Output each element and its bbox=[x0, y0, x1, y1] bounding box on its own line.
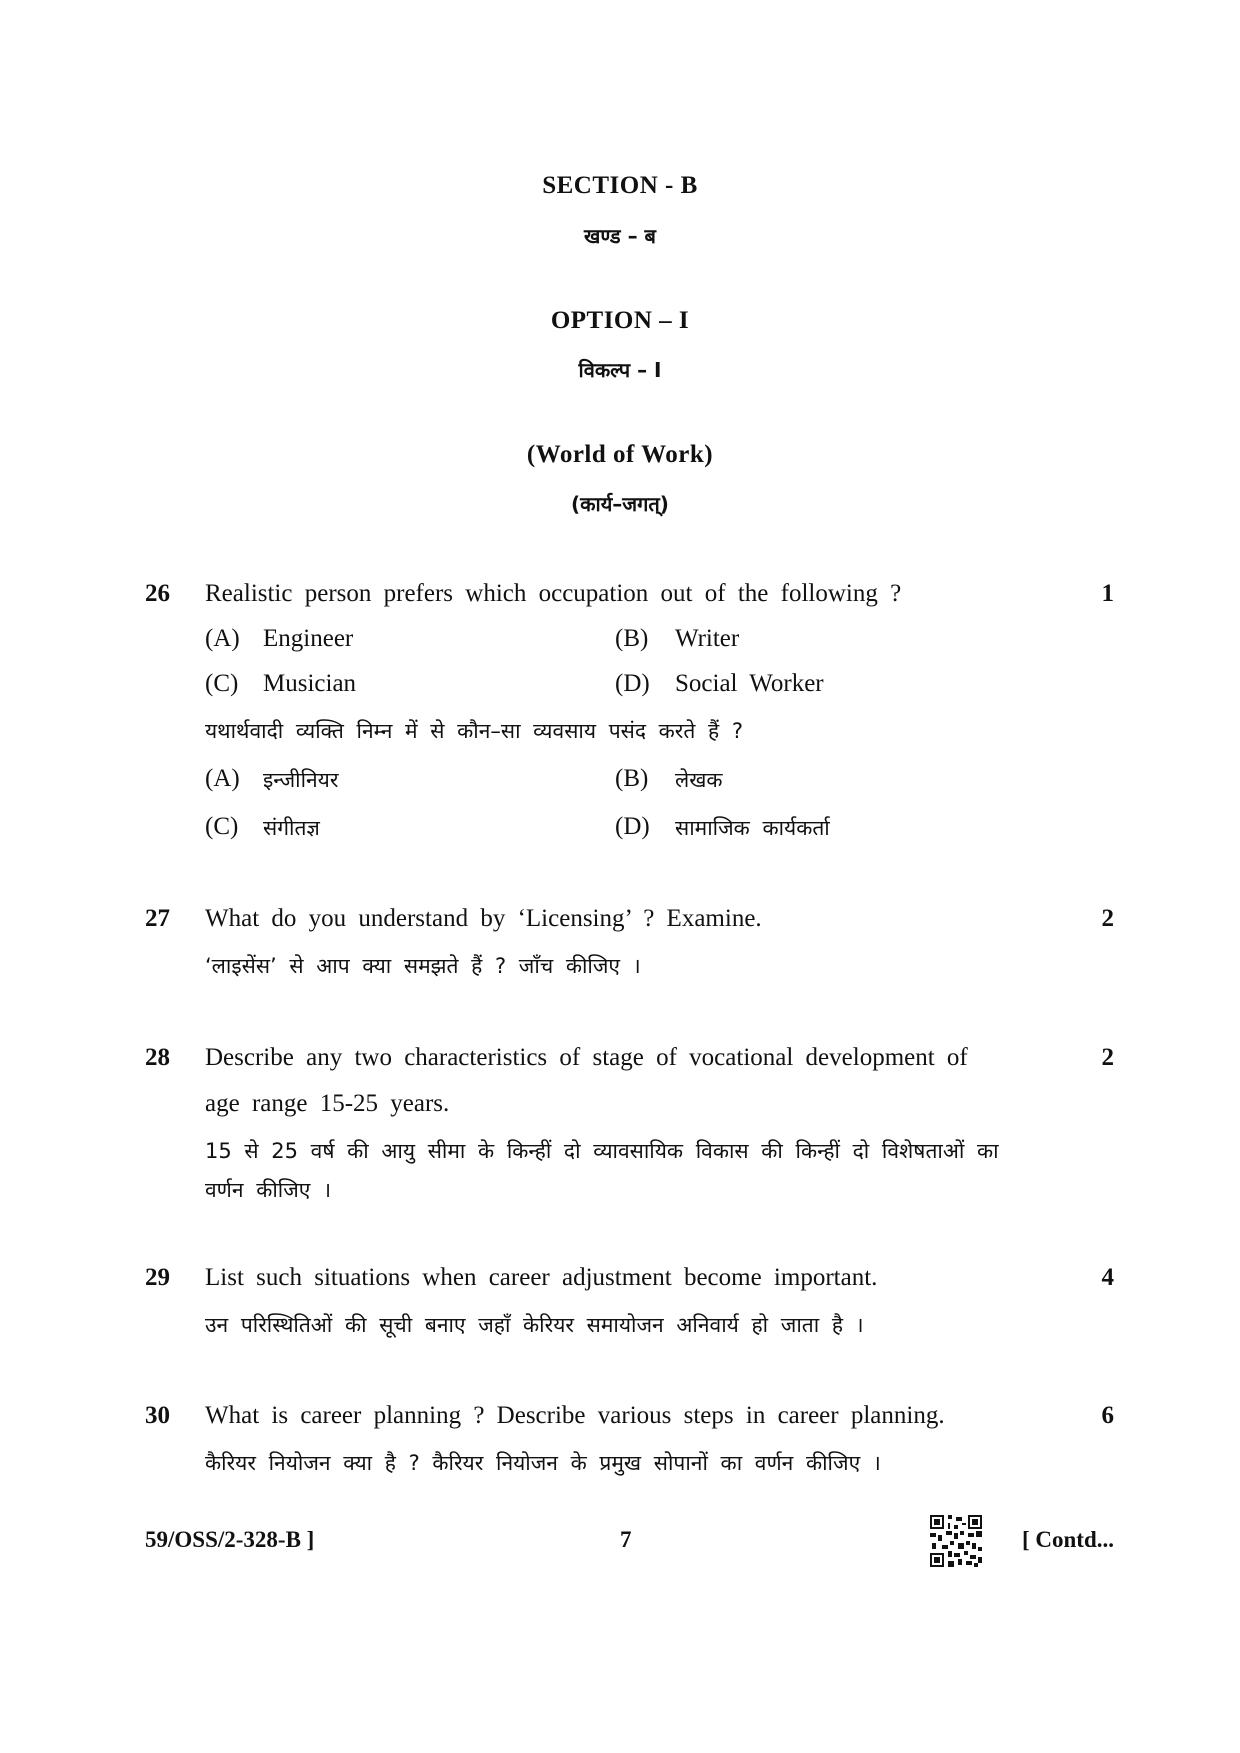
question-number: 28 bbox=[145, 1044, 170, 1071]
option-text: Writer bbox=[675, 625, 740, 652]
option-label: (C) bbox=[205, 813, 239, 840]
paper-code: 59/OSS/2-328-B ] bbox=[145, 1527, 315, 1552]
question-marks: 6 bbox=[1101, 1402, 1114, 1429]
option-text-hindi: संगीतज्ञ bbox=[263, 816, 320, 840]
option-text: Musician bbox=[263, 670, 357, 697]
question-text-hindi: यथार्थवादी व्यक्ति निम्न में से कौन–सा व्यवसाय पसंद करते हैं ? bbox=[205, 719, 743, 743]
question-text: Realistic person prefers which occupation out of the following ? bbox=[205, 580, 902, 607]
question-number: 29 bbox=[145, 1264, 170, 1291]
option-text-hindi: लेखक bbox=[675, 768, 723, 792]
option-text-hindi: इन्जीनियर bbox=[263, 768, 339, 792]
option-title-hindi: विकल्प – I bbox=[578, 358, 662, 382]
option-label: (C) bbox=[205, 670, 239, 697]
subject-title-hindi: (कार्य–जगत्) bbox=[571, 492, 669, 516]
option-text: Engineer bbox=[263, 625, 354, 652]
question-text: age range 15-25 years. bbox=[205, 1090, 450, 1117]
option-text-hindi: सामाजिक कार्यकर्ता bbox=[675, 816, 830, 840]
question-text: List such situations when career adjustment become important. bbox=[205, 1264, 878, 1291]
question-text: What do you understand by ‘Licensing’ ? Examine. bbox=[205, 905, 762, 932]
option-label: (D) bbox=[615, 670, 650, 697]
option-label: (D) bbox=[615, 813, 650, 840]
question-text-hindi: कैरियर नियोजन क्या है ? कैरियर नियोजन के प्रमुख सोपानों का वर्णन कीजिए । bbox=[205, 1451, 881, 1475]
question-number: 26 bbox=[145, 580, 170, 607]
question-text-hindi: ‘लाइसेंस’ से आप क्या समझते हैं ? जाँच कीजिए । bbox=[205, 954, 641, 978]
option-label: (B) bbox=[615, 765, 649, 792]
option-text: Social Worker bbox=[675, 670, 824, 697]
section-title-hindi: खण्ड – ब bbox=[584, 224, 656, 248]
option-label: (A) bbox=[205, 625, 240, 652]
question-marks: 2 bbox=[1101, 1044, 1114, 1071]
question-marks: 4 bbox=[1101, 1264, 1114, 1291]
question-text: Describe any two characteristics of stage of vocational development of bbox=[205, 1044, 968, 1071]
page-number: 7 bbox=[620, 1527, 632, 1552]
section-title: SECTION - B bbox=[542, 172, 698, 199]
question-text-hindi: वर्णन कीजिए । bbox=[205, 1178, 332, 1202]
option-label: (B) bbox=[615, 625, 649, 652]
option-label: (A) bbox=[205, 765, 240, 792]
option-title: OPTION – I bbox=[550, 307, 690, 334]
question-number: 27 bbox=[145, 905, 170, 932]
question-text-hindi: 15 से 25 वर्ष की आयु सीमा के किन्हीं दो व्यावसायिक विकास की किन्हीं दो विशेषताओं का bbox=[205, 1139, 999, 1163]
question-number: 30 bbox=[145, 1402, 170, 1429]
question-text: What is career planning ? Describe various steps in career planning. bbox=[205, 1402, 945, 1429]
question-text-hindi: उन परिस्थितिओं की सूची बनाए जहाँ केरियर समायोजन अनिवार्य हो जाता है । bbox=[205, 1313, 864, 1337]
continued-label: [ Contd... bbox=[1021, 1527, 1114, 1552]
question-marks: 1 bbox=[1101, 580, 1114, 607]
question-marks: 2 bbox=[1101, 905, 1114, 932]
subject-title: (World of Work) bbox=[526, 441, 714, 468]
qr-code-icon bbox=[930, 1515, 982, 1567]
